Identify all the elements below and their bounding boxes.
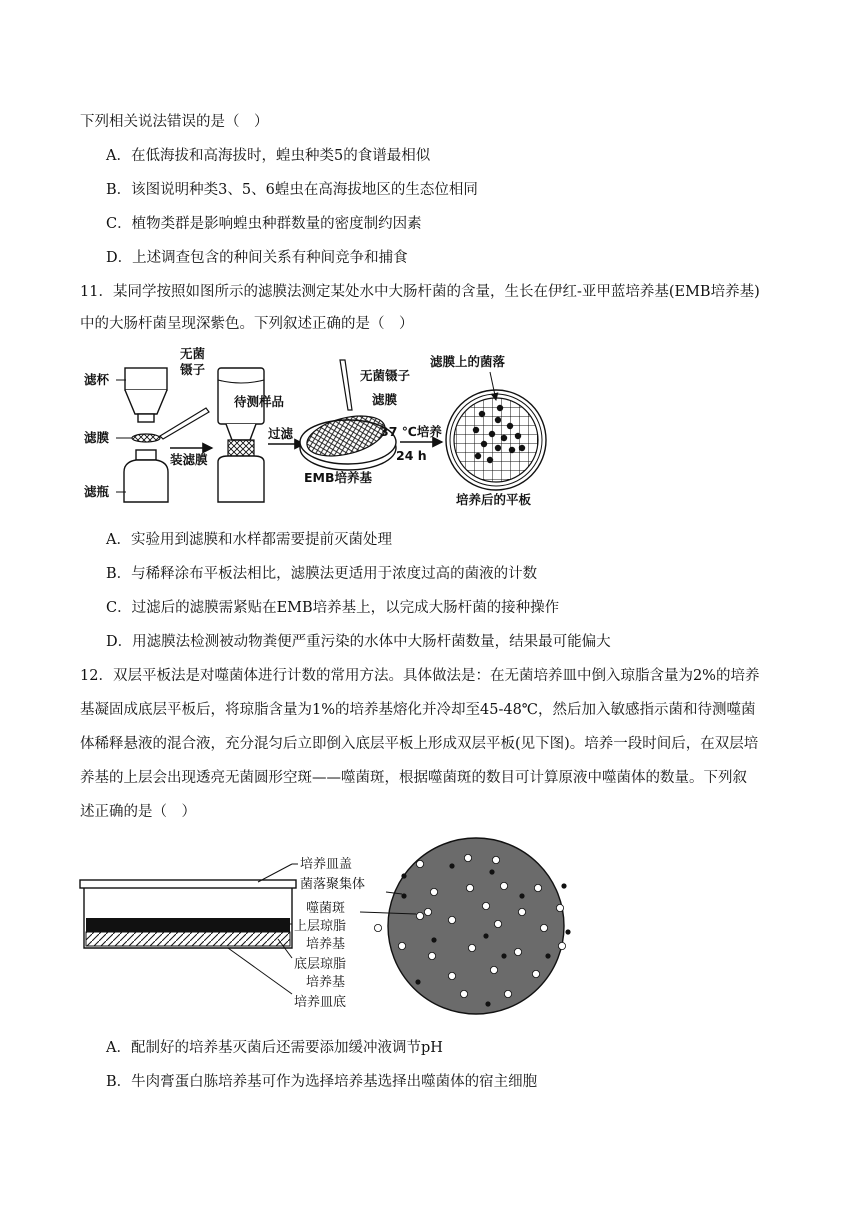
label-filter-membrane: 滤膜 bbox=[84, 430, 110, 445]
double-layer-plate-figure bbox=[78, 836, 598, 1020]
colony-dot bbox=[519, 445, 525, 451]
plaque-spot bbox=[448, 972, 455, 979]
label-emb: EMB培养基 bbox=[304, 470, 373, 485]
label-lower-agar-1: 底层琼脂 bbox=[294, 957, 347, 972]
membrane-filtration-figure bbox=[78, 344, 578, 512]
colony-dot bbox=[475, 453, 481, 459]
plaque-spot bbox=[468, 944, 475, 951]
colony-aggregate-spot bbox=[483, 933, 488, 938]
label-filter-cup: 滤杯 bbox=[84, 372, 110, 387]
plaque-spot bbox=[424, 908, 431, 915]
label-plaque: 噬菌斑 bbox=[306, 901, 346, 916]
colony-aggregate-spot bbox=[431, 937, 436, 942]
q10-option-c: C．植物类群是影响蝗虫种群数量的密度制约因素 bbox=[106, 216, 422, 232]
plaque-spot bbox=[514, 948, 521, 955]
colony-aggregate-spot bbox=[561, 883, 566, 888]
plaque-spot bbox=[430, 888, 437, 895]
colony-dot bbox=[487, 457, 493, 463]
q12-stem-line5: 述正确的是（ ） bbox=[80, 804, 196, 820]
q11-stem-line1: 11．某同学按照如图所示的滤膜法测定某处水中大肠杆菌的含量，生长在伊红-亚甲蓝培养基(EMB培养基) bbox=[80, 284, 760, 300]
plaque-spot bbox=[416, 912, 423, 919]
label-plate-after: 培养后的平板 bbox=[456, 492, 532, 507]
q11-option-d: D．用滤膜法检测被动物粪便严重污染的水体中大肠杆菌数量，结果最可能偏大 bbox=[106, 634, 611, 650]
plaque-spot bbox=[464, 854, 471, 861]
colony-dot bbox=[489, 431, 495, 437]
plaque-spot bbox=[518, 908, 525, 915]
q10-option-b: B．该图说明种类3、5、6蝗虫在高海拔地区的生态位相同 bbox=[106, 182, 478, 198]
label-sterile-a: 无菌 bbox=[180, 346, 206, 361]
plaque-spot bbox=[460, 990, 467, 997]
plaque-spot bbox=[504, 990, 511, 997]
label-sample: 待测样品 bbox=[234, 394, 285, 409]
colony-aggregate-spot bbox=[565, 929, 570, 934]
q12-stem-line2: 基凝固成底层平板后，将琼脂含量为1%的培养基熔化并冷却至45-48℃，然后加入敏感指示菌和待测噬菌 bbox=[80, 702, 756, 718]
q11-option-c: C．过滤后的滤膜需紧贴在EMB培养基上，以完成大肠杆菌的接种操作 bbox=[106, 600, 560, 616]
label-upper-agar-2: 培养基 bbox=[306, 937, 346, 952]
plaque-spot bbox=[490, 966, 497, 973]
colony-dot bbox=[479, 411, 485, 417]
colony-aggregate-spot bbox=[501, 953, 506, 958]
colony-dot bbox=[509, 447, 515, 453]
colony-aggregate-spot bbox=[401, 873, 406, 878]
plaque-spot bbox=[556, 904, 563, 911]
label-culture-time: 24 h bbox=[396, 448, 427, 463]
plaque-spot bbox=[558, 942, 565, 949]
plaque-spot bbox=[534, 884, 541, 891]
colony-dot bbox=[473, 427, 479, 433]
colony-dot bbox=[495, 445, 501, 451]
plaque-spot bbox=[448, 916, 455, 923]
q11-option-a: A．实验用到滤膜和水样都需要提前灭菌处理 bbox=[106, 532, 392, 548]
q10-option-a: A．在低海拔和高海拔时，蝗虫种类5的食谱最相似 bbox=[106, 148, 431, 164]
filter-membrane-disk bbox=[132, 434, 160, 442]
colony-aggregate-spot bbox=[449, 863, 454, 868]
label-lower-agar-2: 培养基 bbox=[306, 975, 346, 990]
plaque-spot bbox=[428, 952, 435, 959]
plate-top-view bbox=[388, 838, 564, 1014]
colony-aggregate-spot bbox=[545, 953, 550, 958]
q12-stem-line1: 12．双层平板法是对噬菌体进行计数的常用方法。具体做法是：在无菌培养皿中倒入琼脂含量为2%的培养 bbox=[80, 668, 760, 684]
plaque-spot bbox=[494, 920, 501, 927]
colony-dot bbox=[481, 441, 487, 447]
plaque-spot bbox=[416, 860, 423, 867]
label-colony-aggregate: 菌落聚集体 bbox=[300, 877, 366, 892]
q10-option-d: D．上述调查包含的种间关系有种间竞争和捕食 bbox=[106, 250, 408, 266]
tweezers-icon bbox=[160, 408, 209, 439]
q11-option-b: B．与稀释涂布平板法相比，滤膜法更适用于浓度过高的菌液的计数 bbox=[106, 566, 538, 582]
q11-stem-line2: 中的大肠杆菌呈现深紫色。下列叙述正确的是（ ） bbox=[80, 316, 414, 332]
colony-dot bbox=[501, 435, 507, 441]
label-colonies: 滤膜上的菌落 bbox=[430, 354, 506, 369]
emb-dish bbox=[300, 409, 396, 470]
plaque-spot bbox=[374, 924, 381, 931]
label-upper-agar-1: 上层琼脂 bbox=[294, 919, 347, 934]
plaque-spot bbox=[532, 970, 539, 977]
q10-stem: 下列相关说法错误的是（ ） bbox=[80, 114, 269, 130]
plaque-spot bbox=[482, 902, 489, 909]
cultured-plate bbox=[446, 390, 546, 490]
colony-dot bbox=[495, 417, 501, 423]
colony-aggregate-spot bbox=[519, 893, 524, 898]
filter-cup bbox=[125, 368, 167, 422]
tweezers-icon-2 bbox=[340, 360, 352, 410]
colony-aggregate-spot bbox=[401, 893, 406, 898]
label-filtration: 过滤 bbox=[268, 426, 294, 441]
q12-option-b: B．牛肉膏蛋白胨培养基可作为选择培养基选择出噬菌体的宿主细胞 bbox=[106, 1074, 538, 1090]
colony-aggregate-spot bbox=[415, 979, 420, 984]
q12-option-a: A．配制好的培养基灭菌后还需要添加缓冲液调节pH bbox=[106, 1040, 443, 1056]
plaque-spot bbox=[540, 924, 547, 931]
plaque-spot bbox=[492, 856, 499, 863]
label-load-membrane: 装滤膜 bbox=[170, 452, 208, 467]
colony-aggregate-spot bbox=[489, 869, 494, 874]
plaque-spot bbox=[466, 884, 473, 891]
label-filter-bottle: 滤瓶 bbox=[84, 484, 110, 499]
colony-dot bbox=[515, 433, 521, 439]
label-dish-lid: 培养皿盖 bbox=[300, 857, 353, 872]
plate-cross-section bbox=[80, 880, 296, 948]
label-sterile-b: 镊子 bbox=[180, 362, 206, 377]
plaque-spot bbox=[398, 942, 405, 949]
colony-aggregate-spot bbox=[485, 1001, 490, 1006]
colony-dot bbox=[497, 405, 503, 411]
label-culture-temp: 37 ℃培养 bbox=[380, 424, 442, 439]
filter-bottle bbox=[124, 450, 168, 502]
colony-dot bbox=[507, 423, 513, 429]
q12-stem-line4: 养基的上层会出现透亮无菌圆形空斑——噬菌斑，根据噬菌斑的数目可计算原液中噬菌体的数量。下列叙 bbox=[80, 770, 747, 786]
label-membrane: 滤膜 bbox=[372, 392, 398, 407]
plaque-spot bbox=[500, 882, 507, 889]
label-sterile-tweezers: 无菌镊子 bbox=[360, 368, 411, 383]
q12-stem-line3: 体稀释悬液的混合液，充分混匀后立即倒入底层平板上形成双层平板(见下图)。培养一段时间后，在双层培 bbox=[80, 736, 759, 752]
label-dish-bottom: 培养皿底 bbox=[294, 995, 347, 1010]
assembled-filter bbox=[218, 368, 264, 502]
